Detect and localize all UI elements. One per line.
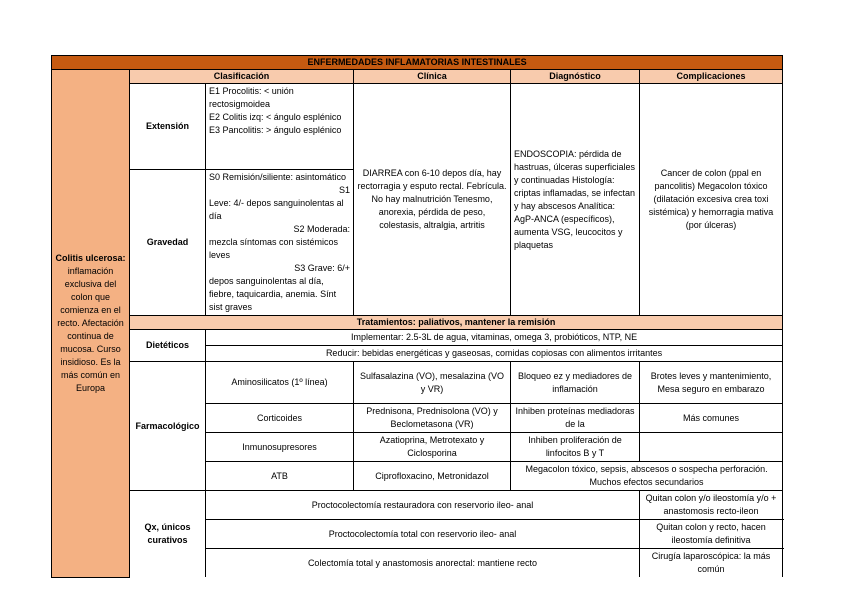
drug-row-1-notes: Más comunes: [640, 404, 783, 433]
header-complicaciones: Complicaciones: [640, 70, 783, 84]
dieteticos-reducir: Reducir: bebidas energéticas y gaseosas, comidas copiosas con alimentos irritantes: [206, 346, 783, 362]
qx-row-2-procedure: Colectomía total y anastomosis anorectal: mantiene recto: [206, 549, 640, 578]
drug-row-2-mechanism: Inhiben proliferación de linfocitos B y T: [511, 433, 640, 462]
drug-row-2-examples: Azatioprina, Metrotexato y Ciclosporina: [354, 433, 511, 462]
extension-e3: E3 Pancolitis: > ángulo esplénico: [209, 125, 342, 135]
qx-row-0-detail: Quitan colon y/o ileostomía y/o + anastomosis recto-ileon: [640, 491, 783, 520]
drug-row-0-name: Aminosilicatos (1º línea): [206, 362, 354, 404]
drug-row-1-name: Corticoides: [206, 404, 354, 433]
extension-label: Extensión: [130, 84, 206, 170]
gravedad-s3-row: [209, 262, 350, 275]
gravedad-s3: S3 Grave: 6/+: [294, 263, 350, 273]
disease-summary-sheet: [51, 55, 782, 578]
complicaciones-cell: Cancer de colon (ppal en pancolitis) Megacolon tóxico (dilatación excesiva crea toxi sistémica) y hemorragia mativa (por úlceras): [640, 84, 783, 316]
qx-row-0-procedure: Proctocolectomía restauradora con reservorio ileo- anal: [206, 491, 640, 520]
gravedad-label: Gravedad: [130, 170, 206, 316]
extension-cell: [206, 84, 354, 170]
gravedad-s2: S2 Moderada:: [293, 224, 350, 234]
drug-row-0-notes: Brotes leves y mantenimiento, Mesa seguro en embarazo: [640, 362, 783, 404]
header-diagnostico: Diagnóstico: [511, 70, 640, 84]
qx-row-1-procedure: Proctocolectomía total con reservorio ileo- anal: [206, 520, 640, 549]
diagnostico-cell: ENDOSCOPIA: pérdida de hastruas, úlceras superficiales y continuadas Histología: criptas inflamadas, se infectan y hay abscesos Analítica: AgP-ANCA (específicos), aumenta VSG, leucocitos y plaquetas: [511, 84, 640, 316]
extension-e1: E1 Procolitis: < unión rectosigmoidea: [209, 86, 294, 109]
drug-row-0-examples: Sulfasalazina (VO), mesalazina (VO y VR): [354, 362, 511, 404]
extension-e2: E2 Colitis izq: < ángulo esplénico: [209, 112, 342, 122]
qx-row-2-detail: Cirugía laparoscópica: la más común: [640, 549, 783, 578]
sheet-title: ENFERMEDADES INFLAMATORIAS INTESTINALES: [52, 56, 783, 70]
drug-row-3-examples: Ciprofloxacino, Metronidazol: [354, 462, 511, 491]
drug-row-2-notes: [640, 433, 783, 462]
dieteticos-implementar: Implementar: 2.5-3L de agua, vitaminas, omega 3, probióticos, NTP, NE: [206, 330, 783, 346]
tratamientos-header: Tratamientos: paliativos, mantener la remisión: [130, 316, 783, 330]
gravedad-s0: S0 Remisión/siliente: asintomático: [209, 172, 347, 182]
drug-row-1-examples: Prednisona, Prednisolona (VO) y Beclometasona (VR): [354, 404, 511, 433]
drug-row-0-mechanism: Bloqueo ez y mediadores de inflamación: [511, 362, 640, 404]
gravedad-s3-text: depos sanguinolentas al día, fiebre, taquicardia, anemia. Sínt sist graves: [209, 276, 337, 312]
gravedad-s2-row: [209, 223, 350, 236]
disease-description: [52, 70, 130, 578]
drug-row-1-mechanism: Inhiben proteínas mediadoras de la: [511, 404, 640, 433]
disease-name: Colitis ulcerosa:: [55, 252, 126, 263]
gravedad-s1: S1: [338, 185, 350, 195]
header-clasificacion: Clasificación: [130, 70, 354, 84]
drug-row-3-mechanism: Megacolon tóxico, sepsis, abscesos o sospecha perforación. Muchos efectos secundarios: [511, 462, 783, 491]
drug-row-2-name: Inmunosupresores: [206, 433, 354, 462]
farmacologico-label: Farmacológico: [130, 362, 206, 491]
summary-table: [51, 55, 783, 578]
qx-label: Qx, únicos curativos: [130, 491, 206, 578]
disease-text: inflamación exclusiva del colon que comienza en el recto. Afectación continua de mucosa. Curso insidioso. Es la más común en Europa: [57, 265, 124, 393]
gravedad-cell: [206, 170, 354, 316]
qx-row-1-detail: Quitan colon y recto, hacen ileostomía definitiva: [640, 520, 783, 549]
gravedad-s2-text: mezcla síntomas con sistémicos leves: [209, 237, 339, 260]
clinica-cell: DIARREA con 6-10 depos día, hay rectorragia y esputo rectal. Febrícula. No hay malnutrición Tenesmo, anorexia, pérdida de peso, colestasis, altralgia, artritis: [354, 84, 511, 316]
gravedad-s1-text: Leve: 4/- depos sanguinolentas al día: [209, 198, 344, 221]
drug-row-3-name: ATB: [206, 462, 354, 491]
gravedad-s1-row: [209, 184, 350, 197]
dieteticos-label: Dietéticos: [130, 330, 206, 362]
header-clinica: Clínica: [354, 70, 511, 84]
